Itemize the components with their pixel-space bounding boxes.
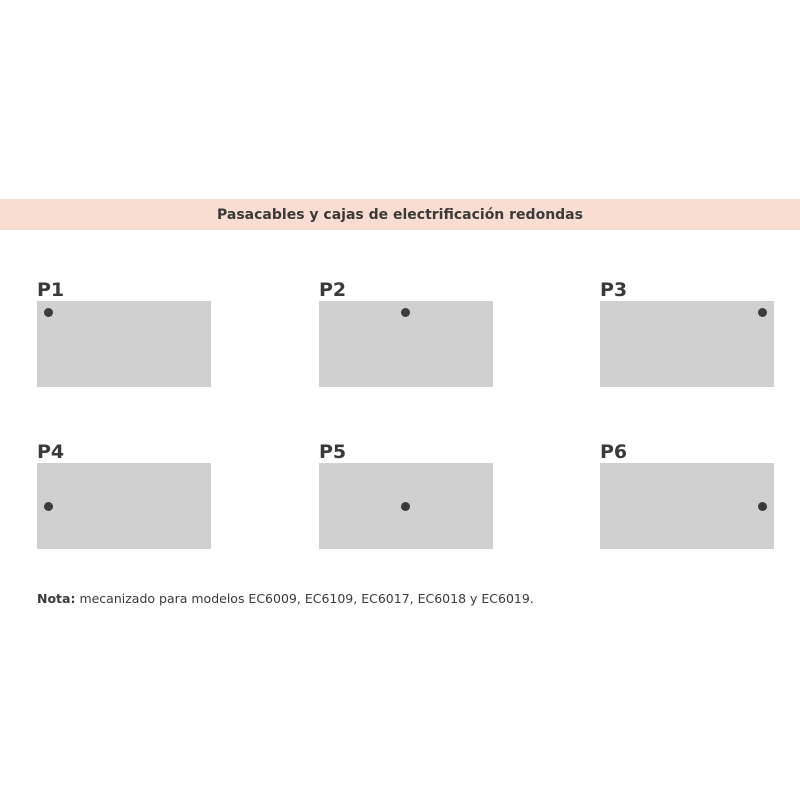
board-diagram	[600, 463, 774, 549]
hole-marker	[401, 308, 410, 317]
panel-label: P1	[37, 279, 65, 301]
board-diagram	[319, 301, 493, 387]
note-label: Nota:	[37, 591, 76, 606]
board-diagram	[600, 301, 774, 387]
hole-marker	[758, 308, 767, 317]
hole-marker	[401, 502, 410, 511]
page-title: Pasacables y cajas de electrificación redondas	[217, 206, 583, 223]
panel-label: P4	[37, 441, 65, 463]
hole-marker	[758, 502, 767, 511]
board-diagram	[37, 301, 211, 387]
hole-marker	[44, 502, 53, 511]
footnote	[37, 591, 534, 606]
note-text: mecanizado para modelos EC6009, EC6109, EC6017, EC6018 y EC6019.	[75, 591, 534, 606]
header-banner	[0, 199, 800, 230]
panel-label: P3	[600, 279, 628, 301]
board-diagram	[319, 463, 493, 549]
panel-label: P6	[600, 441, 628, 463]
panel-label: P5	[319, 441, 347, 463]
board-diagram	[37, 463, 211, 549]
panel-label: P2	[319, 279, 347, 301]
hole-marker	[44, 308, 53, 317]
